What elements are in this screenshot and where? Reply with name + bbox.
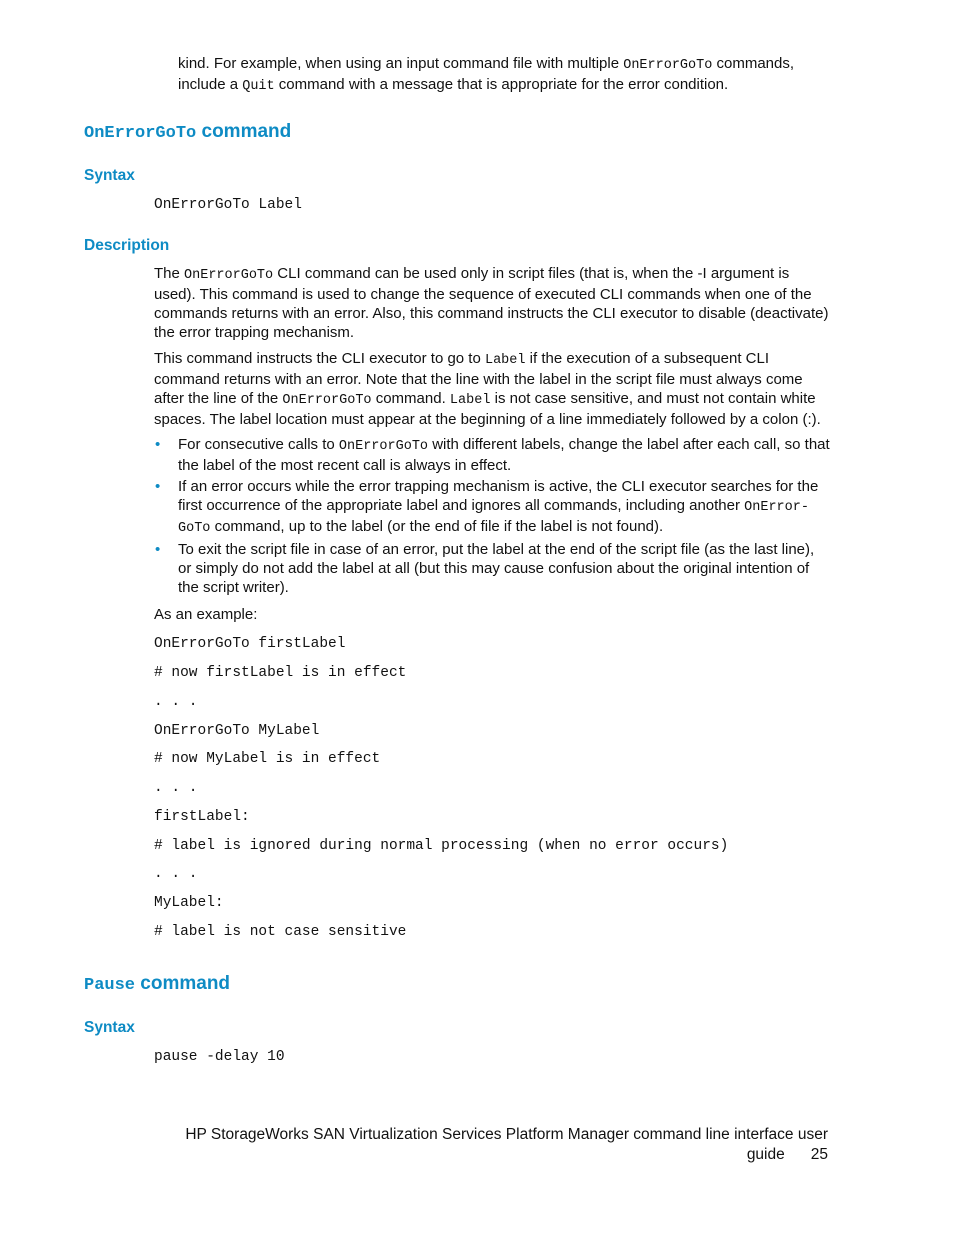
footer-title-cont: guide	[746, 1145, 785, 1163]
inline-code: OnErrorGoTo	[338, 439, 429, 454]
bullet-marker: •	[155, 541, 161, 558]
pause-syntax-code: pause -delay 10	[154, 1049, 285, 1065]
example-line: . . .	[154, 694, 198, 710]
bullet-item-1: For consecutive calls to OnErrorGoTo with different labels, change the label after each call, so that the label of the most recent call is always in effect.	[178, 436, 830, 474]
intro-paragraph	[178, 54, 828, 96]
example-line: # label is ignored during normal processing (when no error occurs)	[154, 838, 729, 854]
syntax-code: OnErrorGoTo Label	[154, 197, 302, 213]
bullet-marker: •	[155, 478, 161, 495]
page-footer	[180, 1125, 828, 1164]
inline-code: OnError-GoTo	[178, 500, 809, 536]
intro-line-2: include a Quit command with a message that is appropriate for the error condition.	[178, 76, 729, 94]
example-line: OnErrorGoTo MyLabel	[154, 723, 320, 739]
inline-code: OnErrorGoTo	[282, 393, 372, 408]
inline-code: Label	[484, 353, 526, 368]
description-paragraph-2: This command instructs the CLI executor to go to Label if the execution of a subsequent CLI command returns with an error. Note that the line with the label in the script file must always come after the line of the OnErrorGoTo command. Label is not case sensitive, and must not contain white spaces. The label location must appear at the beginning of a line immediately followed by a colon (:).	[154, 350, 821, 428]
example-line: . . .	[154, 866, 198, 882]
example-line: . . .	[154, 780, 198, 796]
footer-line-2	[180, 1145, 828, 1165]
example-line: OnErrorGoTo firstLabel	[154, 636, 346, 652]
bullet-marker: •	[155, 436, 161, 453]
inline-code: Label	[449, 393, 491, 408]
bullet-item-3: To exit the script file in case of an error, put the label at the end of the script file (as the last line), or simply do not add the label at all (but this may cause confusion about the original intention of the script writer).	[178, 541, 815, 596]
description-heading: Description	[84, 237, 170, 254]
example-intro: As an example:	[154, 606, 258, 623]
pause-syntax-heading: Syntax	[84, 1019, 135, 1036]
example-line: # now firstLabel is in effect	[154, 665, 407, 681]
example-line: firstLabel:	[154, 809, 250, 825]
example-line: # label is not case sensitive	[154, 924, 407, 940]
example-line: # now MyLabel is in effect	[154, 751, 381, 767]
example-line: MyLabel:	[154, 895, 224, 911]
section-title-onerrorgoto: OnErrorGoTo command	[84, 121, 292, 143]
inline-code: OnErrorGoTo	[623, 58, 713, 73]
syntax-heading: Syntax	[84, 167, 135, 184]
footer-title: HP StorageWorks SAN Virtualization Services Platform Manager command line interface user	[185, 1126, 828, 1143]
inline-code: Quit	[242, 79, 275, 94]
section-title-pause: Pause command	[84, 973, 231, 995]
bullet-item-2: If an error occurs while the error trapping mechanism is active, the CLI executor searches for the first occurrence of the appropriate label and ignores all commands, including another OnError-GoTo command, up to the label (or the end of file if the label is not found).	[178, 478, 819, 536]
description-paragraph-1: The OnErrorGoTo CLI command can be used only in script files (that is, when the -I argument is used). This command is used to change the sequence of executed CLI commands when one of the commands returns with an error. Also, this command instructs the CLI executor to disable (deactivate) the error trapping mechanism.	[154, 265, 829, 341]
page-number: 25	[810, 1145, 828, 1163]
inline-code: OnErrorGoTo	[184, 268, 274, 283]
intro-line-1: kind. For example, when using an input command file with multiple OnErrorGoTo commands,	[178, 55, 795, 73]
